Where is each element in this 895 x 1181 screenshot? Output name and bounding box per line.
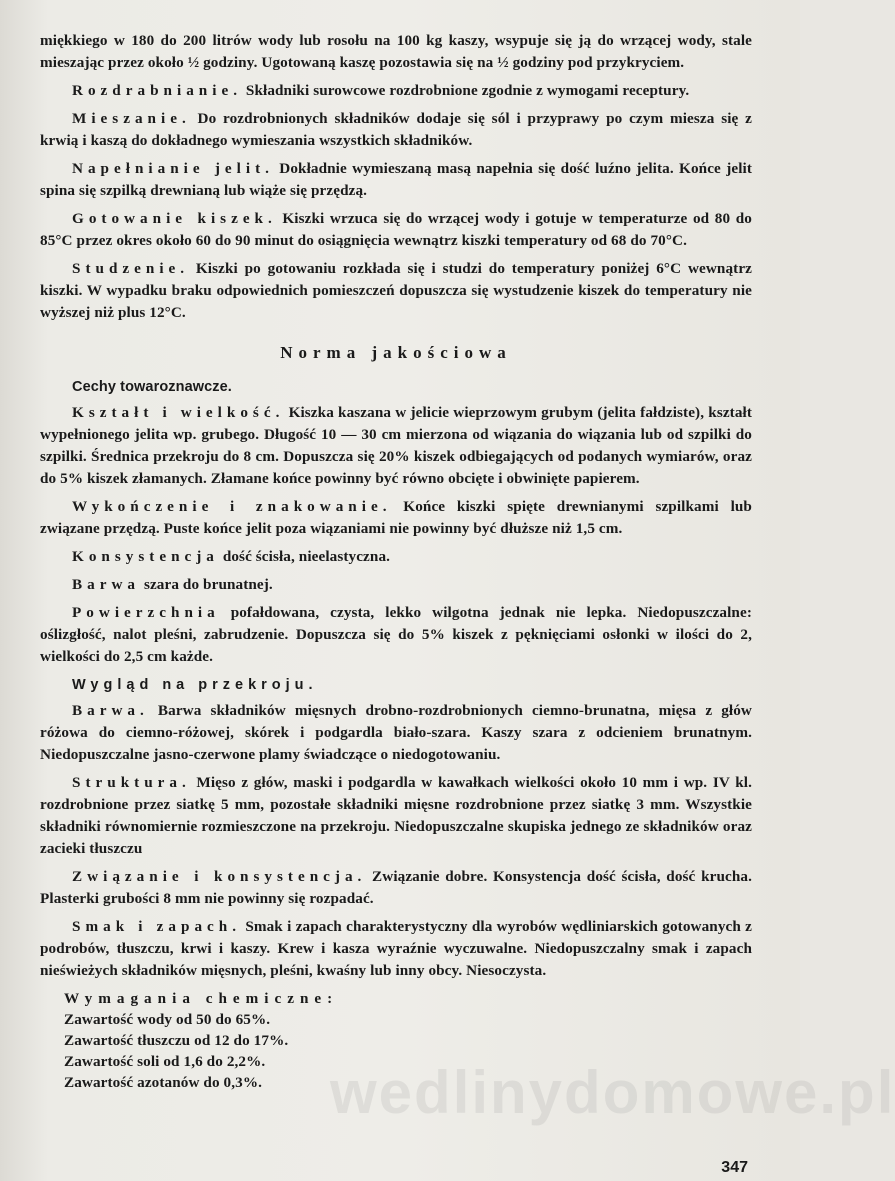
step-paragraph: Studzenie. Kiszki po gotowaniu rozkłada się i studzi do temperatury poniżej 6°C wewnątrz kiszki. W wypadku braku odpowiednich pomieszczeń dopuszcza się wystudzenie kiszek do temperatury nie wyższej niż plus 12°C. [40,260,753,321]
step-paragraph: Mieszanie. Do rozdrobnionych składników dodaje się sól i przyprawy po czym miesza się z krwią i kaszą do dokładnego wymieszania wszystkich składników. [40,110,752,149]
watermark: wedlinydomowe.pl [330,1059,895,1126]
feature-paragraph: Wykończenie i znakowanie. Końce kiszki spięte drewnianymi szpilkami lub związane przędzą. Puste końce jelit poza wiązaniami nie powinny być dłuższe niż 1,5 cm. [40,498,752,537]
chemical-requirements [64,988,752,1093]
feature-paragraph: Powierzchnia pofałdowana, czysta, lekko wilgotna jednak nie lepka. Niedopuszczalne: oślizgłość, nalot pleśni, zabrudzenie. Dopuszcza się do 5% kiszek z pęknięciami osłonki w ilości do 2, wielkości do 2,5 cm każde. [40,604,752,665]
intro-paragraph: miękkiego w 180 do 200 litrów wody lub rosołu na 100 kg kaszy, wsypuje się ją do wrzącej wody, stale mieszając przez około ½ godziny. Ugotowaną kaszę pozostawia się na ½ godziny pod przykryciem. [40,32,752,71]
chem-item: Zawartość soli od 1,6 do 2,2%. [64,1053,266,1070]
feature-paragraph: Konsystencja dość ścisła, nieelastyczna. [72,548,391,565]
body-text [40,30,752,1093]
feature-paragraph: Kształt i wielkość. Kiszka kaszana w jelicie wieprzowym grubym (jelita fałdziste), kształt wypełnionego jelita wp. grubego. Długość 10 — 30 cm mierzona od wiązania do wiązania lub od szpilki do szpilki. Średnica przekroju do 8 cm. Dopuszcza się 20% kiszek odbiegających od podanych wymiarów, oraz do 5% kiszek złamanych. Złamane końce powinny być równo obcięte i obwinięte papierem. [40,404,752,487]
chem-item: Zawartość tłuszczu od 12 do 17%. [64,1032,289,1049]
chem-item: Zawartość azotanów do 0,3%. [64,1074,263,1091]
step-paragraph: Napełnianie jelit. Dokładnie wymieszaną masą napełnia się dość luźno jelita. Końce jelit spina się szpilką drewnianą lub wiąże się przędzą. [40,160,752,199]
cross-section-heading: Wygląd na przekroju. [72,677,318,693]
step-paragraph: Rozdrabnianie. Składniki surowcowe rozdrobnione zgodnie z wymogami receptury. [72,82,690,99]
chem-heading: Wymagania chemiczne: [64,990,339,1007]
features-heading: Cechy towaroznawcze. [72,379,232,395]
feature-paragraph: Barwa szara do brunatnej. [72,576,273,593]
section-title: Norma jakościowa [280,343,512,362]
cross-section-paragraph: Smak i zapach. Smak i zapach charakterystyczny dla wyrobów wędliniarskich gotowanych z podrobów, tłuszczu, krwi i kaszy. Krew i kasza wyraźnie wyczuwalne. Niedopuszczalny smak i zapach nieświeżych składników mięsnych, pleśni, kwaśny lub inny obcy. Niesoczysta. [40,918,753,979]
step-paragraph: Gotowanie kiszek. Kiszki wrzuca się do wrzącej wody i gotuje w temperaturze od 80 do 85°C przez okres około 60 do 90 minut do osiągnięcia wewnątrz kiszki temperatury od 68 do 70°C. [40,210,752,249]
chem-item: Zawartość wody od 50 do 65%. [64,1011,271,1028]
cross-section-paragraph: Barwa. Barwa składników mięsnych drobno-rozdrobnionych ciemno-brunatna, mięsa z głów różowa do ciemno-różowej, skórek i podgardla biało-szara. Kaszy szara z odcieniem brunatnym. Niedopuszczalne jasno-czerwone plamy świadczące o niedogotowaniu. [40,702,752,763]
cross-section-paragraph: Struktura. Mięso z głów, maski i podgardla w kawałkach wielkości około 10 mm i wp. IV kl. rozdrobnione przez siatkę 5 mm, pozostałe składniki mięsne rozdrobnione przez siatkę 3 mm. Wszystkie składniki równomiernie rozmieszczone na przekroju. Niedopuszczalne skupiska jednego ze składników oraz zacieki tłuszczu [40,774,752,857]
page-number: 347 [721,1159,748,1176]
cross-section-paragraph: Związanie i konsystencja. Związanie dobre. Konsystencja dość ścisła, dość krucha. Plasterki grubości 8 mm nie powinny się rozpadać. [40,868,752,907]
